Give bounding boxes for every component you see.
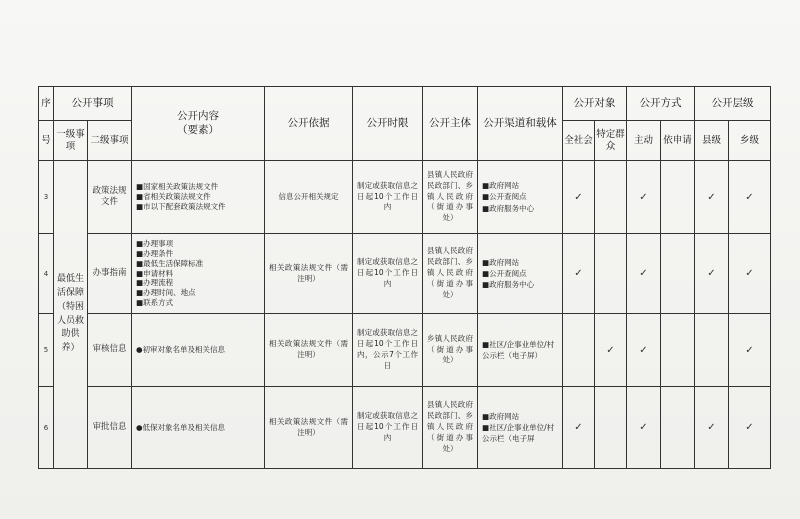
content-list [132, 161, 265, 234]
list-item: ■办理事项 [136, 238, 174, 248]
channel-list [478, 161, 563, 234]
check-on-request [661, 161, 695, 234]
subject-cell [423, 161, 478, 234]
disclosure-table [38, 86, 771, 469]
list-item: ■政府网站 [482, 257, 520, 267]
header-subject: 公开主体 [423, 87, 478, 161]
table-row [39, 161, 771, 234]
check-town: ✓ [729, 161, 771, 234]
list-item: ■办理时间、地点 [136, 288, 196, 298]
check-county: ✓ [695, 234, 729, 314]
sub-item: 政策法规文件 [88, 161, 132, 234]
content-list [132, 387, 265, 469]
basis-text: 相关政策法规文件（需注明） [269, 416, 348, 437]
content-list [132, 314, 265, 387]
time-text: 制定或获取信息之日起10个工作日内 [357, 257, 418, 288]
check-town: ✓ [729, 234, 771, 314]
basis-text: 相关政策法规文件（需注明） [269, 339, 348, 359]
row-number: 5 [39, 314, 54, 387]
list-item: ■公开查阅点 [482, 192, 527, 202]
list-item: ●初审对象名单及相关信息 [136, 345, 226, 355]
channel-list [478, 234, 563, 314]
time-text: 制定或获取信息之日起10个工作日内 [357, 411, 418, 442]
subject-text: 县镇人民政府民政部门、乡镇人民政府（街道办事处） [427, 169, 473, 223]
basis-cell: 信息公开相关规定 [265, 161, 353, 234]
header-method: 公开方式 [627, 87, 695, 121]
list-item: ■办理条件 [136, 248, 174, 258]
header-row-1 [39, 87, 771, 121]
check-specific-group [595, 234, 627, 314]
header-specific-group: 特定群众 [595, 121, 627, 161]
check-on-request [661, 234, 695, 314]
header-level: 公开层级 [695, 87, 771, 121]
time-cell [353, 161, 423, 234]
header-channel: 公开渠道和载体 [478, 87, 563, 161]
time-cell [353, 234, 423, 314]
list-item: ■市以下配套政策法规文件 [136, 201, 226, 211]
check-county [695, 314, 729, 387]
time-cell [353, 387, 423, 469]
check-active: ✓ [627, 387, 661, 469]
header-public-items: 公开事项 [54, 87, 132, 121]
list-item: ■国家相关政策法规文件 [136, 182, 219, 192]
header-content-title: 公开内容 [177, 110, 219, 123]
header-xu: 序 [39, 87, 54, 121]
sub-item: 办事指南 [88, 234, 132, 314]
check-specific-group [595, 161, 627, 234]
check-on-request [661, 314, 695, 387]
check-county: ✓ [695, 161, 729, 234]
header-active: 主动 [627, 121, 661, 161]
header-level1: 一级事项 [54, 121, 88, 161]
header-content [132, 87, 265, 161]
table-row [39, 387, 771, 469]
row-number: 3 [39, 161, 54, 234]
basis-text: 相关政策法规文件（需注明） [269, 262, 348, 283]
list-item: ■社区/企事业单位/村公示栏（电子屏 [482, 422, 555, 444]
basis-cell [265, 234, 353, 314]
channel-list [478, 387, 563, 469]
row-number: 6 [39, 387, 54, 469]
list-item: ■办理流程 [136, 278, 174, 288]
time-cell [353, 314, 423, 387]
header-all-society: 全社会 [563, 121, 595, 161]
header-time-limit: 公开时限 [353, 87, 423, 161]
check-active: ✓ [627, 234, 661, 314]
content-list [132, 234, 265, 314]
list-item: ■社区/企事业单位/村公示栏（电子屏） [482, 339, 555, 360]
check-town: ✓ [729, 387, 771, 469]
basis-cell [265, 314, 353, 387]
check-active: ✓ [627, 314, 661, 387]
list-item: ■公开查阅点 [482, 268, 527, 278]
time-text: 制定或获取信息之日起10个工作日内，公示7个工作日 [357, 328, 418, 370]
subject-text: 县镇人民政府民政部门、乡镇人民政府（街道办事处） [427, 246, 473, 299]
header-target: 公开对象 [563, 87, 627, 121]
list-item: ■联系方式 [136, 298, 174, 308]
subject-text: 县镇人民政府民政部门、乡镇人民政府（街道办事处） [427, 400, 473, 453]
list-item: ■政府网站 [482, 181, 520, 191]
row-number: 4 [39, 234, 54, 314]
subject-cell [423, 387, 478, 469]
subject-cell [423, 314, 478, 387]
header-on-request: 依申请 [661, 121, 695, 161]
check-all-society [563, 314, 595, 387]
table-row [39, 314, 771, 387]
subject-cell [423, 234, 478, 314]
list-item: ●低保对象名单及相关信息 [136, 422, 226, 432]
list-item: ■最低生活保障标准 [136, 258, 204, 268]
list-item: ■政府服务中心 [482, 203, 535, 213]
list-item: ■申请材料 [136, 268, 174, 278]
list-item: ■政府服务中心 [482, 280, 535, 290]
list-item: ■省相关政策法规文件 [136, 192, 211, 202]
check-specific-group [595, 387, 627, 469]
check-active: ✓ [627, 161, 661, 234]
table-row [39, 234, 771, 314]
check-all-society: ✓ [563, 387, 595, 469]
channel-list [478, 314, 563, 387]
subject-text: 乡镇人民政府（街道办事处） [427, 333, 473, 365]
check-county: ✓ [695, 387, 729, 469]
check-town: ✓ [729, 314, 771, 387]
header-level2: 二级事项 [88, 121, 132, 161]
header-hao: 号 [39, 121, 54, 161]
check-all-society: ✓ [563, 234, 595, 314]
header-basis: 公开依据 [265, 87, 353, 161]
header-county: 县级 [695, 121, 729, 161]
list-item: ■政府网站 [482, 411, 520, 421]
header-content-elements: （要素） [177, 123, 219, 136]
check-specific-group: ✓ [595, 314, 627, 387]
header-town: 乡级 [729, 121, 771, 161]
category-cell: 最低生活保障（特困人员救助供养） [54, 161, 88, 469]
sub-item: 审批信息 [88, 387, 132, 469]
check-on-request [661, 387, 695, 469]
check-all-society: ✓ [563, 161, 595, 234]
basis-cell [265, 387, 353, 469]
time-text: 制定或获取信息之日起10个工作日内 [357, 180, 418, 212]
sub-item: 审核信息 [88, 314, 132, 387]
